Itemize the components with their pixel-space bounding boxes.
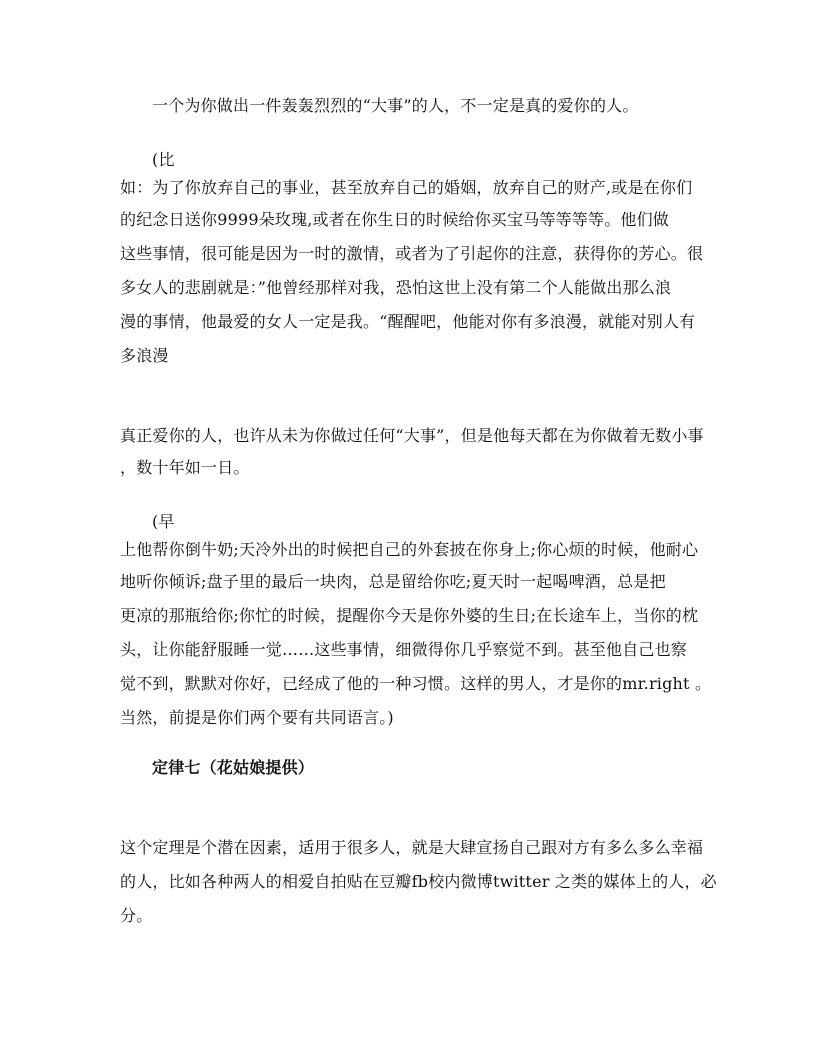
paragraph-3-line: 的人，比如各种两人的相爱自拍贴在豆瓣fb校内微博twitter 之类的媒体上的人，必 [120, 872, 717, 891]
paren-open-2: (早 [152, 512, 175, 531]
example-2-line: 更凉的那瓶给你;你忙的时候，提醒你今天是你外婆的生日;在长途车上，当你的枕 [120, 606, 699, 625]
example-1-line: 多女人的悲剧就是：”他曾经那样对我，恐怕这世上没有第二个人能做出那么浪 [120, 278, 672, 297]
example-1-line: 的纪念日送你9999朵玫瑰,或者在你生日的时候给你买宝马等等等等。他们做 [120, 210, 670, 229]
example-1-line: 如：为了你放弃自己的事业，甚至放弃自己的婚姻，放弃自己的财产,或是在你们 [120, 178, 693, 197]
example-1-line: 这些事情，很可能是因为一时的激情，或者为了引起你的注意，获得你的芳心。很 [120, 244, 704, 263]
paren-open-1: (比 [152, 150, 175, 169]
paragraph-3-line: 这个定理是个潜在因素，适用于很多人，就是大肆宣扬自己跟对方有多么多么幸福 [120, 838, 704, 857]
section-heading: 定律七（花姑娘提供） [152, 758, 315, 777]
example-2-line: 头，让你能舒服睡一觉……这些事情，细微得你几乎察觉不到。甚至他自己也察 [120, 640, 688, 659]
example-2-line: 觉不到，默默对你好，已经成了他的一种习惯。这样的男人，才是你的mr.right 。 [120, 674, 712, 693]
example-2-line: 上他帮你倒牛奶;天冷外出的时候把自己的外套披在你身上;你心烦的时候，他耐心 [120, 540, 699, 559]
paragraph-3-line: 分。 [120, 906, 153, 925]
example-1-line: 多浪漫 [120, 346, 169, 365]
paragraph-2-line: 真正爱你的人，也许从未为你做过任何“大事”，但是他每天都在为你做着无数小事 [120, 426, 704, 445]
example-2-line: 当然，前提是你们两个要有共同语言。) [120, 708, 394, 727]
example-1-line: 漫的事情，他最爱的女人一定是我。“醒醒吧，他能对你有多浪漫，就能对别人有 [120, 312, 696, 331]
example-2-line: 地听你倾诉;盘子里的最后一块肉，总是留给你吃;夏天时一起喝啤酒，总是把 [120, 572, 666, 591]
paragraph-2-line: ，数十年如一日。 [120, 458, 250, 477]
paragraph-1: 一个为你做出一件轰轰烈烈的“大事”的人，不一定是真的爱你的人。 [152, 96, 639, 115]
